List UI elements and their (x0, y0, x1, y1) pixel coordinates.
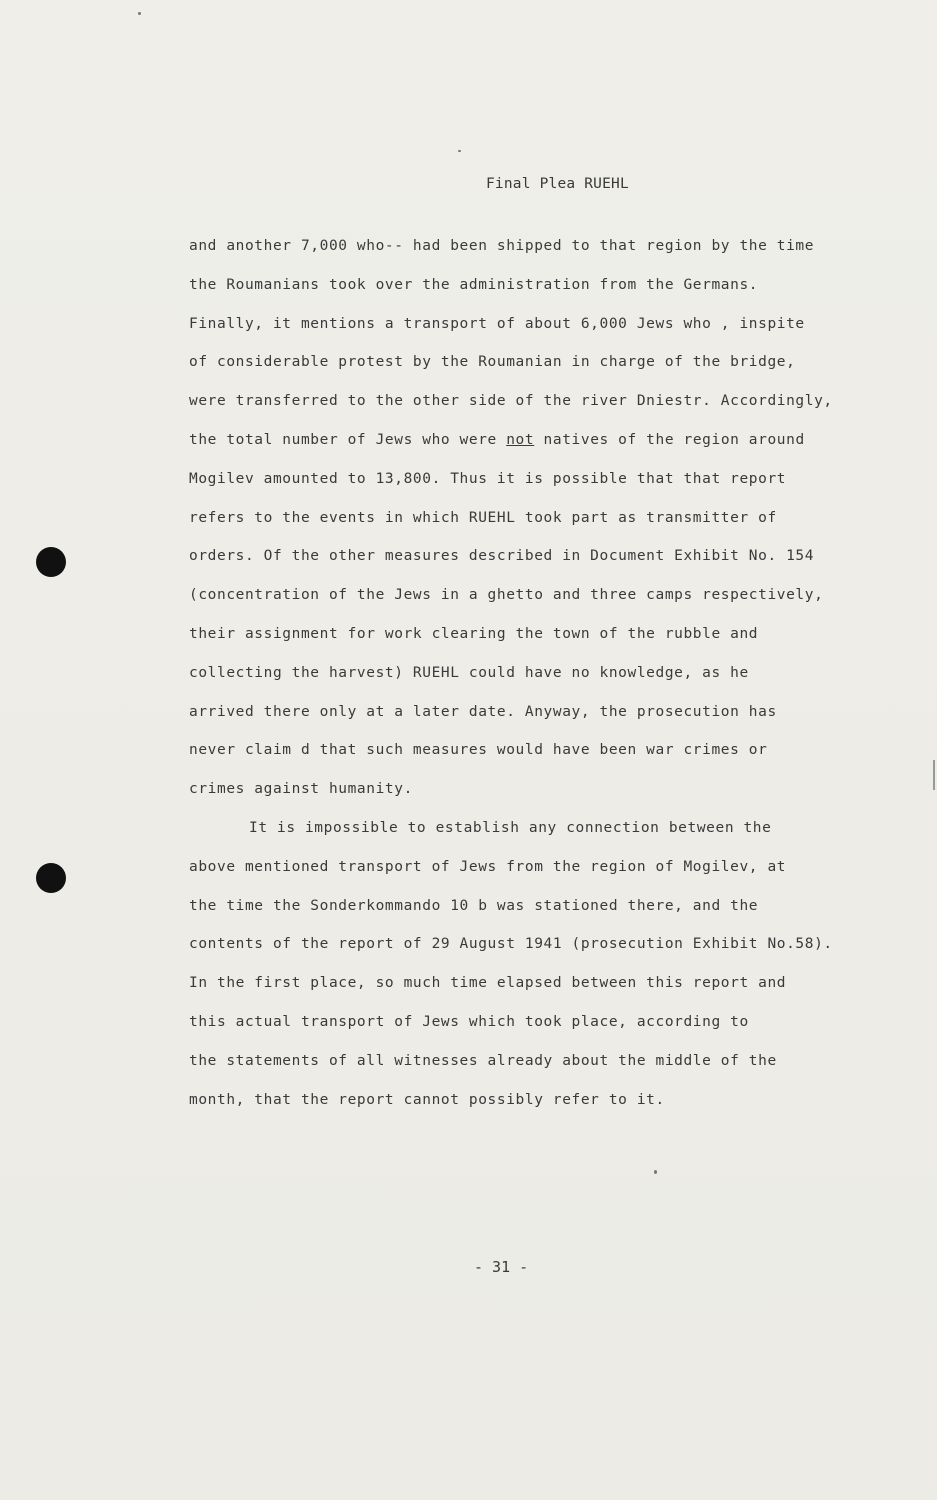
text-line: of considerable protest by the Roumanian in charge of the bridge, (189, 354, 796, 371)
text-line: orders. Of the other measures described in Document Exhibit No. 154 (189, 548, 815, 565)
text-line: refers to the events in which RUEHL took part as transmitter of (189, 509, 777, 526)
text-segment: natives of the region around (534, 431, 805, 448)
text-line: this actual transport of Jews which took place, according to (189, 1013, 749, 1030)
text-line: Mogilev amounted to 13,800. Thus it is possible that that report (189, 470, 787, 487)
text-segment: the total number of Jews who were (189, 431, 507, 448)
page-header: Final Plea RUEHL (486, 176, 629, 192)
text-line: crimes against humanity. (189, 781, 413, 798)
text-line: the time the Sonderkommando 10 b was stationed there, and the (189, 897, 759, 914)
text-line: contents of the report of 29 August 1941 (prosecution Exhibit No.58). (189, 936, 833, 953)
text-line: arrived there only at a later date. Anyway, the prosecution has (189, 703, 777, 720)
paper-speck (458, 150, 461, 152)
paper-speck (654, 1170, 657, 1174)
punch-hole-top (36, 547, 66, 577)
paper-speck (138, 12, 141, 15)
text-line: were transferred to the other side of the river Dniestr. Accordingly, (189, 393, 833, 410)
text-line: It is impossible to establish any connection between the (249, 819, 772, 836)
text-line: (concentration of the Jews in a ghetto and three camps respectively, (189, 587, 824, 604)
text-line: above mentioned transport of Jews from the region of Mogilev, at (189, 858, 787, 875)
text-line: month, that the report cannot possibly refer to it. (189, 1091, 665, 1108)
document-body (189, 232, 879, 1124)
text-line-with-underline (189, 426, 879, 465)
text-line: In the first place, so much time elapsed between this report and (189, 975, 787, 992)
text-line: and another 7,000 who-- had been shipped to that region by the time (189, 238, 815, 254)
text-line: the Roumanians took over the administration from the Germans. (189, 276, 759, 293)
punch-hole-bottom (36, 863, 66, 893)
text-line: collecting the harvest) RUEHL could have no knowledge, as he (189, 664, 749, 681)
paper-edge-mark (933, 760, 935, 790)
underlined-word: not (506, 431, 535, 448)
text-line: Finally, it mentions a transport of about 6,000 Jews who , inspite (189, 315, 805, 332)
text-line: never claim d that such measures would have been war crimes or (189, 742, 768, 759)
page-number: - 31 - (474, 1258, 529, 1276)
text-line: the statements of all witnesses already about the middle of the (189, 1052, 777, 1069)
text-line: their assignment for work clearing the town of the rubble and (189, 625, 759, 642)
